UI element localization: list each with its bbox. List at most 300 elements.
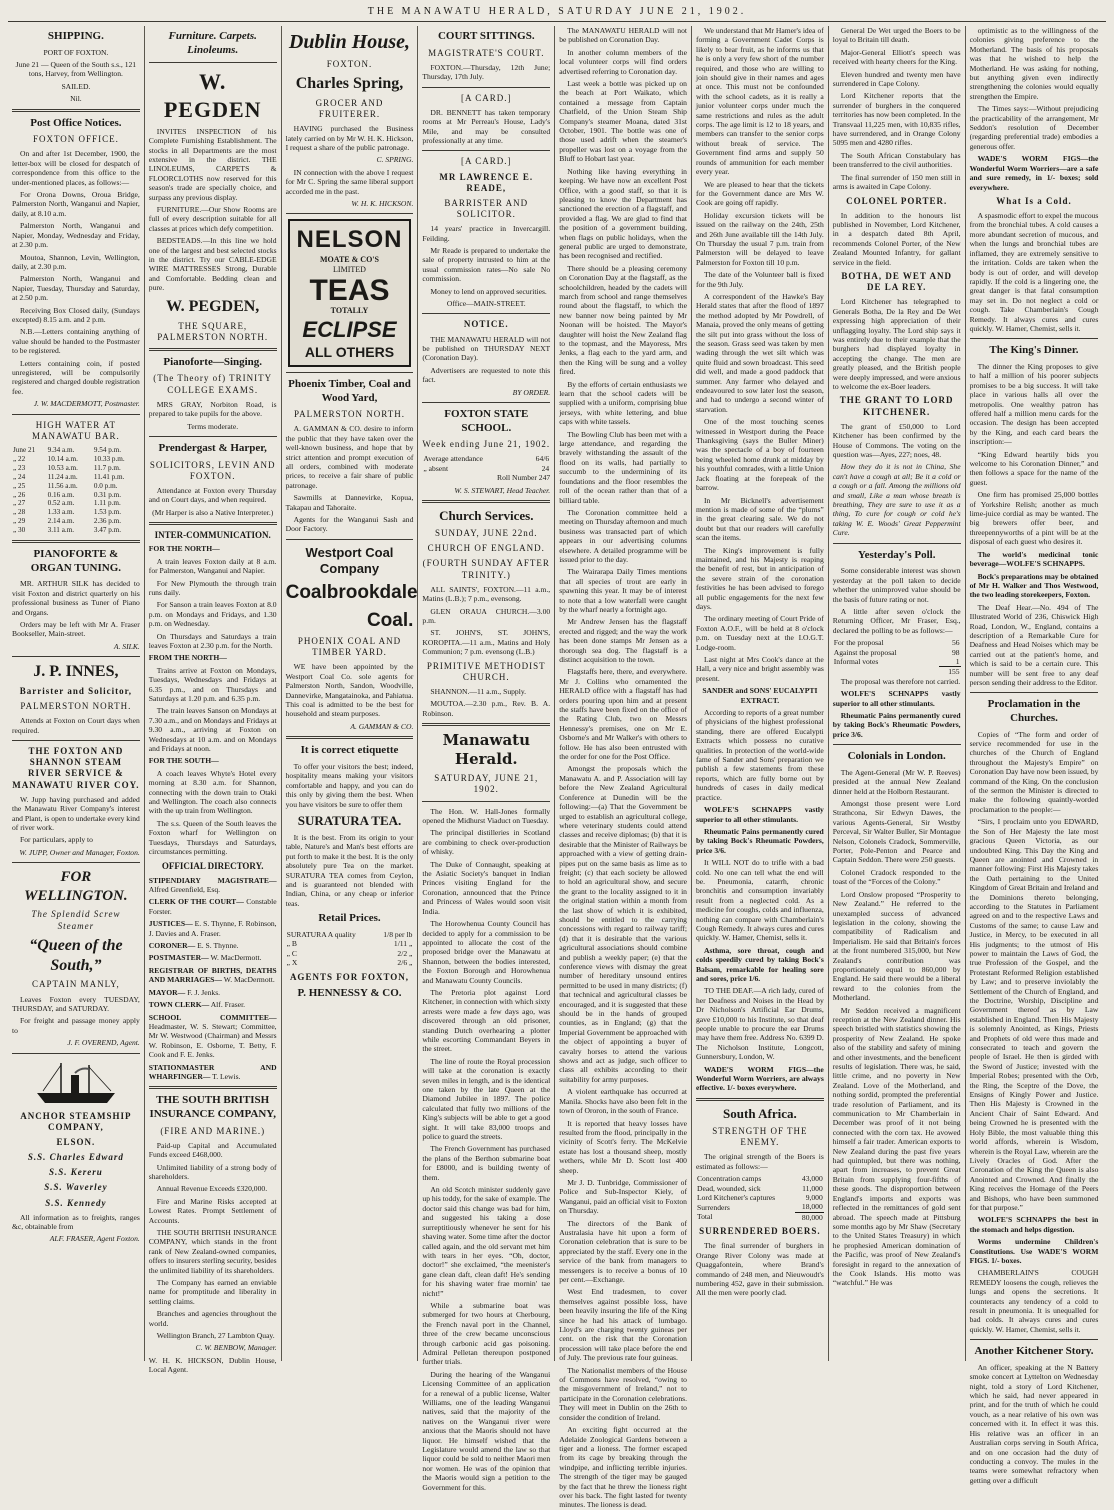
ic-para: For New Plymouth the through train runs daily. bbox=[148, 578, 277, 597]
divider bbox=[970, 692, 1099, 693]
card-body: DR. BENNETT has taken temporary rooms at Mr Perreau's House, Lady's Mile, and may be consulted professionally at any time. bbox=[422, 107, 551, 145]
spring-name: Charles Spring, bbox=[295, 74, 404, 92]
tide-row: „ 25 11.56 a.m. 0.0 p.m. bbox=[13, 481, 118, 490]
innes-body: Attends at Foxton on Court days when required. bbox=[12, 716, 140, 735]
kings-dinner-heading: The King's Dinner. bbox=[989, 344, 1079, 357]
news-para: Amongst those present were Lord Strathcona, Sir Edwyn Dawes, the various Agents-General, Sir Westby Perceval, Sir Walter Buller, Sir Montague Nelson, Colonels Cradock, Sommerville, Porter, Pole-Penton and Pearce and Captain Seddon. There were 250 guests. bbox=[832, 799, 961, 865]
hickson-sign: W. H. K. HICKSON. bbox=[351, 198, 414, 208]
river-body: W. Jupp having purchased and added the Manawatu River Company's interest and Plant, is open to undertake every kind of river work. bbox=[12, 794, 140, 833]
nelson-tea-ad bbox=[288, 219, 412, 367]
column-1 bbox=[8, 26, 145, 1361]
divider bbox=[422, 150, 550, 151]
column-8 bbox=[966, 26, 1103, 1485]
post-office-sign: J. W. MACDERMOTT, Postmaster. bbox=[33, 399, 140, 409]
tea-word: TEAS bbox=[309, 273, 390, 307]
divider bbox=[970, 338, 1099, 339]
methodist-entry: SHANNON.—11 a.m., Supply. bbox=[430, 686, 527, 696]
school-row: Average attendance 64/6 bbox=[423, 454, 550, 464]
divider bbox=[833, 543, 961, 544]
church-sub-2: (FOURTH SUNDAY AFTER TRINITY.) bbox=[422, 558, 550, 580]
tide-row: „ 24 11.24 a.m. 11.41 p.m. bbox=[13, 472, 125, 481]
innes-heading: J. P. INNES, bbox=[33, 663, 119, 681]
coal-heading: Westport Coal Company bbox=[305, 544, 394, 576]
news-para: The Duke of Connaught, speaking at the Asiatic Society's banquet in Indian Princes visiting England for the Coronation, announced that the Prince and Princess of Wales would soon visit India. bbox=[422, 859, 551, 916]
school-row: „ absent 24 bbox=[423, 463, 550, 473]
pegden-body: FURNITURE.—Our Show Rooms are full of every description suitable for all classes at prices which defy competition. bbox=[148, 205, 277, 233]
ad-line: Rheumatic Pains permanently cured by taking Bock's Rheumatic Powders, price 3/6. bbox=[832, 710, 961, 739]
ic-para: Trains arrive at Foxton on Mondays, Tuesdays, Wednesdays and Fridays at 6.35 p.m., and on Thursdays and Saturdays at 1.20 p.m. and 6.35 p.m. bbox=[148, 665, 277, 703]
reade-body: Mr Reade is prepared to undertake the sale of property intrusted to him at the usual commission rates—No sale No commission. bbox=[422, 245, 551, 284]
etiquette-body: To offer your visitors the best; indeed, hospitality means making your visitors comfortable and happy, and you can do this only by giving them the best. When you have visitors be sure to offer them bbox=[285, 761, 414, 809]
post-office-para: Palmerston North, Wanganui and Napier, Monday, Wednesday and Friday, at 2.30 p.m. bbox=[12, 221, 140, 250]
sander-heading: SANDER and SONS' EUCALYPTI EXTRACT. bbox=[702, 686, 818, 705]
divider bbox=[12, 656, 140, 657]
directory-entry: STIPENDIARY MAGISTRATE— Alfred Greenfield, Esq. bbox=[148, 875, 277, 895]
cold-body: A spasmodic effort to expel the mucous from the bronchial tubes. A cold causes a more abundant secretion of mucous, and when the lungs and bronchial tubes are inflamed, they are extremely sensitive to the irritation. Colds are taken when the body is out of order, and will develop rapidly. If the cold is a lingering one, the great danger is that fatal consumption may set in. Do not neglect a cold or cough. Take Chamberlain's Cough Remedy. It always cures and cures quickly. W. Hamer, Chemist, sells it. bbox=[969, 211, 1099, 333]
news-para: One firm has promised 25,000 bottles of Yorkshire Relish; another as much lime-juice cordial as may be wanted. The big brewers offer beer, and threepennyworths of a pint will be at the disposal of each guest who desires it. bbox=[969, 490, 1099, 547]
shipping-list bbox=[12, 48, 140, 104]
news-para: One of the most touching scenes witnessed in Westport during the Peace Thanksgiving (says the Buller Miner) was the spectacle of a boy of fourteen being wheeled home drunk at midday by his youthful comrades, with a little Union Jack floating at the forepeak of the barrow. bbox=[695, 417, 824, 493]
news-para: The dinner the King proposes to give to half a million of his poorer subjects promises to be a big success. It will take place in various halls all over the metropolis. One wealthy patron has offered half a million menu cards for the occasion. The design has been accepted by the King, and each card bears the inscription:— bbox=[969, 361, 1099, 447]
steamship-icon bbox=[31, 1059, 121, 1107]
ic-para: A train leaves Foxton daily at 8 a.m. for Palmerston, Wanganui and Napier. bbox=[148, 556, 277, 576]
news-para: Lord Kitchener reports that the surrender of burghers in the conquered territories has now been completed. In the Transvaal 11,225 men, with 10,835 rifles, have surrendered, and in Orange Colony 5095 men and 4280 rifles. bbox=[832, 91, 961, 148]
news-para: The date of the Volunteer ball is fixed for the 9th July. bbox=[695, 270, 824, 289]
reade-sub: BARRISTER AND SOLICITOR. bbox=[444, 197, 529, 219]
news-para: The Times says:—Without prejudicing the practicability of the arrangement, Mr Seddon's resolution of December (regarding preferential trade) embodies a generous offer. bbox=[969, 104, 1099, 151]
tide-row: „ 23 10.53 a.m. 11.7 p.m. bbox=[13, 463, 121, 472]
ad-line: Worms undermine Children's Constitutions. Use WADE'S WORM FIGS. 1/- boxes. bbox=[969, 1237, 1099, 1265]
divider bbox=[422, 313, 550, 314]
news-para: Copies of “The form and order of service recommended for use in the churches of the Church of England throughout the Majesty's Empire” on Coronation Day have now been issued, by command of the King. On the conclusion of the sermon the Minister is directed to make the following quaintly-worded proclamation to the people:— bbox=[969, 729, 1099, 814]
innes-place: PALMERSTON NORTH. bbox=[20, 701, 132, 712]
ic-label: FROM THE NORTH— bbox=[148, 653, 227, 663]
news-para: The Deaf Hear.—No. 494 of The Illustrated World of 236, Chiswick High Road, London, W., England, contains a description of a Remarkable Cure for Deafness and Head Noises which may be carried out at the patient's home, and which is said to be a certain cure. This number will be sent free to any deaf person sending their address to the Editor. bbox=[969, 602, 1099, 687]
insurance-para: THE SOUTH BRITISH INSURANCE COMPANY, which stands in the front rank of New Zealand-owned companies, offers to insurers sterling security, besides the unlimited liability of its shareholders. bbox=[148, 1228, 277, 1275]
post-office-para: Moutoa, Shannon, Levin, Wellington, daily, at 2.30 p.m. bbox=[12, 252, 140, 271]
shipping-heading: SHIPPING. bbox=[47, 30, 104, 42]
news-para: The MANAWATU HERALD will not be published on Coronation Day. bbox=[559, 26, 687, 45]
news-para: The Wairarapa Daily Times mentions that all species of trout are early in spawning this year. It may be of interest to note that a low waterfall were caught by the wharf nearly a fortnight ago. bbox=[559, 567, 687, 614]
surrendered-body: The final surrender of burghers in Orange River Colony was made at Quaggafontein, where Brand's commando of 248 men, and Nieuwoudt's numbering 452, gave in their submission. All the men were poorly clad. bbox=[695, 1241, 824, 1298]
news-para: The Nationalist members of the House of Commons have resolved, “owing to the misgovernment of Ireland,” not to participate in the Coronation celebrations. They will meet in Dublin on the 26th to consider the condition of Ireland. bbox=[559, 1365, 687, 1422]
ad-line: Bock's preparations may be obtained of Mr H. Walker and Thos Westwood, the two leading storekeepers, Foxton. bbox=[969, 571, 1099, 600]
ic-para: The train leaves Sanson on Mondays at 7.30 a.m., and on Mondays and Fridays at 9.30 a.m., arriving at Foxton on Wednesdays at 10 a.m. and on Mondays and Fridays at noon. bbox=[148, 706, 277, 754]
news-para: Flagstaffs here, there, and everywhere. Mr J. Collins who ornamented the HERALD office with a flagstaff has had orders pouring upon him and at present the staffs have been fixed on the office of the Rating Club, two on Messrs Hennessy's premises, one on Mr E. Osborne's and Mr Walker's with others to follow. He has also been entrusted with the order for one for the Post Office. bbox=[559, 667, 687, 762]
column-2 bbox=[145, 26, 282, 1375]
anchor-heading: ANCHOR STEAMSHIP COMPANY, bbox=[20, 1110, 132, 1132]
divider bbox=[286, 213, 414, 214]
news-para: TO THE DEAF.—A rich lady, cured of her Deafness and Noises in the Head by Dr Nicholson's Artificial Ear Drums, gave £10,000 to his Institute, so that deaf people unable to procure the ear Drums may have them free. Address No. 6399 D. The Nicholson Institute, Longcott, Gunnersbury, London, W. bbox=[695, 986, 824, 1062]
school-week: Week ending June 21, 1902. bbox=[422, 439, 551, 450]
spring-sign: C. SPRING. bbox=[376, 155, 414, 165]
ad-line: The world's medicinal tonic beverage—WOLFE'S SCHNAPPS. bbox=[969, 549, 1099, 569]
directory-entry: POSTMASTER— W. MacDermott. bbox=[148, 953, 262, 963]
insurance-sub: (FIRE AND MARINE.) bbox=[160, 1125, 266, 1136]
furniture-heading: Furniture. Carpets. Linoleums. bbox=[168, 30, 257, 56]
insurance-para: Unlimited liability of a strong body of shareholders. bbox=[148, 1162, 277, 1181]
news-para: Last week a bottle was picked up on the beach at Port Waikato, which contained a message from Captain Chatfield, of the Union Steam Ship Company's steamer Moana, dated 31st October, 1901. The bottle was one of those used adrift when the steamer's propeller was lost on a voyage from the Bluff to Hobart last year. bbox=[559, 79, 687, 164]
divider bbox=[286, 539, 414, 540]
masthead: THE MANAWATU HERALD, SATURDAY JUNE 21, 1902. bbox=[8, 6, 1106, 22]
editorial-title: Manawatu Herald. bbox=[442, 731, 530, 768]
ic-para: For Sanson a train leaves Foxton at 8.0 p.m. on Mondays and Fridays, and 1.30 p.m. on Wednesday. bbox=[148, 600, 277, 629]
retail-row: „ X 2/6 „ bbox=[286, 958, 413, 968]
intercommunication-heading: INTER-COMMUNICATION. bbox=[154, 530, 271, 541]
news-para: Eleven hundred and twenty men have surrendered in Cape Colony. bbox=[832, 69, 961, 89]
news-para: We understand that Mr Hamer's idea of forming a Government Cadet Corps is likely to bear fruit, as he informs us that he is only a very few short of the number required, and those who are willing to join should give in their names and ages at once. This must not be confounded with the school cadets, as it is really a junior volunteer corps under much the same restrictions and rules as the adult corps. The age limit is 12 to 18 years, and members can transfer to the senior corps without break of service. The Government find arms and supply 50 rounds of ammunition for each member every year. bbox=[695, 26, 824, 177]
dublin-house-heading: Dublin House, bbox=[288, 31, 411, 53]
tea-limited: LIMITED bbox=[333, 265, 366, 274]
school-table bbox=[422, 454, 550, 473]
timber-body: Agents for the Wanganui Sash and Door Factory. bbox=[285, 515, 414, 534]
news-para: Holiday excursion tickets will be issued on the railway on the 24th, 25th and 26th June available till the 14th July. On Thursday the usual 7 p.m. train from Palmerston will be delayed to leave Palmerston for Foxton till 10 p.m. bbox=[695, 210, 824, 267]
directory-entry: REGISTRAR OF BIRTHS, DEATHS AND MARRIAGES— W. MacDermott. bbox=[148, 965, 277, 985]
post-office-heading: Post Office Notices. bbox=[30, 116, 122, 129]
insurance-heading: THE SOUTH BRITISH INSURANCE COMPANY, bbox=[149, 1094, 276, 1120]
coal-word: Coal. bbox=[366, 609, 414, 631]
poll-row: Against the proposal 98 bbox=[833, 647, 960, 657]
grant-heading: THE GRANT TO LORD KITCHENER. bbox=[839, 395, 954, 417]
surrendered-heading: SURRENDERED BOERS. bbox=[699, 1226, 821, 1237]
boer-strength-row: Surrenders 18,000 bbox=[696, 1202, 823, 1212]
news-para: In another column members of the local volunteer corps will find orders advertised referring to Coronation day. bbox=[559, 47, 687, 76]
court-sub: MAGISTRATE'S COURT. bbox=[428, 47, 545, 58]
news-para: There should be a pleasing ceremony on Coronation Day at the flagstaff, as the schoolchildren, headed by the cadets will march from school and range themselves round about the flagstaff, to which the new banner now being painted by Mr Noonan will be hoisted. The Mayor's daughter will hoist the New Zealand flag to the topmast, and the Mayoress, Mrs Jenks, a flag each to the yard arm, and then the King will be sung and a volley fired. bbox=[559, 263, 687, 377]
news-para: It WILL NOT do to trifle with a bad cold. No one can tell what the end will be. Pneumonia, catarrh, chronic bronchitis and consumption invariably result from a neglected cold. As a medicine for coughs, colds and influenza, nothing can compare with Chamberlain's Cough Remedy. It always cures and cures quickly. W. Hamer, Chemist, sells it. bbox=[695, 858, 824, 943]
boer-strength-total: Total 80,000 bbox=[696, 1212, 823, 1222]
divider bbox=[422, 723, 550, 726]
news-para: We are pleased to hear that the tickets for the Government dance are Mrs W. Cook are going off rapidly. bbox=[695, 179, 824, 208]
retail-row: SURATURA A quality 1/8 per lb bbox=[286, 929, 413, 939]
reade-office: Office—MAIN-STREET. bbox=[446, 299, 526, 308]
anchor-body: All information as to freights, ranges &c, obtainable from bbox=[12, 1212, 140, 1232]
retail-row: „ B 1/11 „ bbox=[286, 939, 413, 949]
tide-row: „ 22 10.14 a.m. 10.33 p.m. bbox=[13, 454, 125, 463]
insurance-agent: W. H. K. HICKSON, Dublin House, Local Agent. bbox=[148, 1355, 277, 1375]
ad-line: Asthma, sore throat, cough and colds speedily cured by taking Bock's Balsam, remarkable for healing sore and sores, price 1/6. bbox=[695, 945, 824, 983]
divider bbox=[12, 1053, 140, 1054]
ad-line: WADE'S WORM FIGS—the Wonderful Worm Worriers—are a safe and sure remedy, in 1/- boxes; sold everywhere. bbox=[969, 154, 1099, 192]
news-para: An old Scotch minister suddenly gave up his toddy, for the sake of example. The doctor said this change was bad for him, and suggested his taking a dose surreptitiously whenever he sent for his shaving water. Some time after the doctor called again, and the old servant met him with tears in her eyes. “Oh, doctor, doctor!” she exclaimed, “the meenister's gane clean daft, clean daft! He's sending for his shaving water frae mornin' tae nicht!” bbox=[422, 1185, 551, 1298]
column-6 bbox=[692, 26, 829, 1361]
methodist-entry: MOUTOA.—2.30 p.m., Rev. B. A. Robinson. bbox=[422, 699, 551, 718]
ad-line: WOLFE'S SCHNAPPS vastly superior to all other stimulants. bbox=[832, 689, 961, 708]
news-para: The King's improvement is fully maintained, and his Majesty is reaping the benefit of rest, but in anticipation of the severe strain of the coronation festivities he has been advised to forego all public engagements for the next few days. bbox=[695, 545, 824, 611]
notice-body: Advertisers are requested to note this fact. bbox=[422, 365, 551, 385]
church-heading: Church Services. bbox=[439, 508, 534, 524]
methodist-heading: PRIMITIVE METHODIST CHURCH. bbox=[426, 660, 546, 682]
post-office-para: Palmerston North, Wanganui and Napier, Tuesday, Thursday and Saturday, at 2.50 p.m. bbox=[12, 274, 140, 303]
kitchener-story-heading: Another Kitchener Story. bbox=[974, 1345, 1094, 1358]
ic-para: The s.s. Queen of the South leaves the Foxton wharf for Wellington on Tuesdays, Thursdays and Saturdays, circumstances permitting. bbox=[148, 818, 277, 857]
coal-body: WE have been appointed by the Westport Coal Co. sole agents for Palmerston North, Sandon, Woodville, Dannevirke, Mangatainoka, and Pahiatua. This coal is admitted to be the best for household and steam purposes. bbox=[285, 662, 414, 719]
column-4 bbox=[418, 26, 555, 1492]
church-entry: ST. JOHN'S, ST. JOHN'S, KOROPITA.—11 a.m., Matins and Holy Communion; 7 p.m. evensong (L.B.) bbox=[422, 628, 551, 657]
divider bbox=[12, 109, 140, 112]
news-para: Last night at Mrs Cook's dance at the Hall, a very nice and bright assembly was present. bbox=[695, 655, 824, 683]
post-office-para: For Orona Downs, Oroua Bridge, Palmerston North, Wanganui and Napier, daily, at 8.10 a.m. bbox=[12, 190, 140, 218]
news-para: Lord Onslow proposed “Prosperity to New Zealand.” He referred to the unexampled success of advanced legislation in the colony, showing the compatibility of Radicalism and Imperialism. He said that Britain's forces at the front numbered 315,000, but New Zealand's contribution was proportionately equal to 860,000 by England. He said there would be a liberal reward to the colonies from the Motherland. bbox=[832, 889, 961, 1003]
news-para: The Horowhenua County Council has decided to apply for a commission to be appointed to allocate the cost of the proposed bridge over the Manawatu at Shannon, between the bodies interested, the Foxton Borough and Horowhenua and Manawatu County Councils. bbox=[422, 919, 551, 985]
tide-row: June 21 9.34 a.m. 9.54 p.m. bbox=[13, 445, 122, 454]
news-para: Amongst the proposals which the Manawatu A. and P. Association will lay before the New Zealand Agricultural Conference at Dunedin will be the following:—(a) That the Government be urged to establish an agricultural college, where veterinary students could attend classes and receive diplomas; (b) that it is desirable that the Minister of Railways be approached with a view of getting drain-pipes put on the same basis as lime as to freight; (c) that each society be allowed to hold an agricultural show, and secure the grant to the locality assigned to it in the original station within a month from the last show of which it is exhibited, should be entitled to the carrying concessions with regard to railway tariff; (d) that it is desirable that the various agricultural associations should combine and publish a weekly paper; (e) that the conference views with dismay the great number of hereditary unsound entires permitted to be used in many districts; (f) that technical and agricultural classes be encouraged, and it is suggested that these should be in the hands of grouped counties, as in England; (g) that the Imperial Government be approached with the object of appointing a buyer of cavalry horses to attend the various shows and act as judge, such officer to class all exhibits according to their suitability for army purposes. bbox=[559, 764, 687, 1084]
ic-para: On Thursdays and Saturdays a train leaves Foxton at 2.30 p.m. for the North. bbox=[148, 631, 277, 650]
divider bbox=[286, 372, 414, 373]
anchor-ship: S.S. Waverley bbox=[44, 1182, 108, 1193]
river-body: For particulars, apply to bbox=[20, 835, 93, 845]
poll-body: The proposal was therefore not carried. bbox=[840, 676, 961, 686]
reade-name: MR LAWRENCE E. READE, bbox=[439, 171, 534, 193]
court-body: FOXTON.—Thursday, 12th June; Thursday, 17th July. bbox=[422, 62, 551, 82]
river-sign: W. JUPP, Owner and Manager, Foxton. bbox=[19, 847, 140, 857]
pianoforte-sub: (The Theory of) TRINITY COLLEGE EXAMS. bbox=[153, 373, 273, 395]
poll-table bbox=[833, 638, 961, 677]
ad-line: WOLFE'S SCHNAPPS the best in the stomach and helps digestion. bbox=[969, 1215, 1099, 1234]
ad-line: WADE'S WORM FIGS—the Wonderful Worm Worriers, are always effective. 1/- boxes everywhere. bbox=[695, 1064, 824, 1093]
church-entry: ALL SAINTS', FOXTON.—11 a.m., Matins (L.B.); 7 p.m., evensong. bbox=[422, 584, 551, 604]
divider bbox=[149, 348, 277, 351]
news-para: In Mr Bicknell's advertisement mention is made of some of the “plums” in the great clearing sale. We do not doubt but that our readers will carefully scan the items. bbox=[695, 495, 824, 543]
notice-sign: BY ORDER. bbox=[512, 387, 551, 397]
coal-sub: PHOENIX COAL AND TIMBER YARD. bbox=[297, 636, 402, 658]
reade-body: 14 years' practice in Invercargill. Feilding. bbox=[422, 224, 551, 243]
pegden-body: BEDSTEADS.—In this line we hold one of the largest and best selected stocks in the district. Try our CABLE-EDGE WIRE MATTRESSES Strong, Durable and Comfortable. Bedding clean and pure. bbox=[148, 236, 277, 293]
steamer-sign: J. F. OVEREND, Agent. bbox=[67, 1038, 140, 1048]
ic-para: A coach leaves Whyte's Hotel every morning at 8.30 a.m. for Shannon, connecting with the down train to Otaki and Wellington. The coach also connects with the up train from Wellington. bbox=[148, 768, 277, 816]
insurance-para: Branches and agencies throughout the world. bbox=[148, 1309, 277, 1328]
cold-heading: What Is a Cold. bbox=[996, 195, 1072, 206]
news-para: Mr J. D. Tunbridge, Commissioner of Police and Sub-Inspector Kiely, of Wanganui, paid an official visit to Foxton on Thursday. bbox=[559, 1177, 687, 1216]
divider bbox=[696, 1098, 824, 1101]
news-para: Mr Seddon received a magnificent reception at the New Zealand dinner. His speech bristled with statistics showing the prosperity of New Zealand. He spoke also of the stability and safety of mining and other investments, and the beneficent results of legislation. There was, he said, little crime, and no poverty in New Zealand. Love of the Motherland, and nothing sordid, prompted the preferential trade resolution of Parliament, and its communication to Mr Chamberlain in December was proof of it not being connected with the corn tax. He avowed himself a fair trader. American exports to New Zealand during the past five years had quintupled, but there was nothing, apart from increases, to prevent Great Britain from supplying four-fifths of these goods. The disproportion between England's imports and exports was reflected in the remittances of gold sent abroad. The speech made at Pittsburg some months ago by Mr Shaw (Secretary to the United States Treasury) in which he prophesied American domination of the Pacific, was proof of New Zealand's foresight in regard to the annexation of the Cook Islands. His motto was “watchful.” He was bbox=[832, 1005, 961, 1288]
ad-line: WOLFE'S SCHNAPPS vastly superior to all other stimulants. bbox=[695, 805, 824, 824]
insurance-para: The Company has earned an enviable name for promptitude and liberality in settling claims. bbox=[148, 1278, 277, 1306]
botha-heading: BOTHA, DE WET AND DE LA REY. bbox=[841, 271, 953, 293]
insurance-para: Fire and Marine Risks accepted at Lowest Rates. Prompt Settlement of Accounts. bbox=[148, 1196, 277, 1225]
pianoforte-body: MRS GRAY, Norbiton Road, is prepared to take pupils for the above. bbox=[148, 399, 277, 419]
anchor-ship: S.S. Charles Edward bbox=[27, 1152, 124, 1163]
tea-eclipse: ECLIPSE bbox=[302, 317, 397, 343]
porter-body: In addition to the honours list published in November, Lord Kitchener, in a despatch dated 8th April, recommends Colonel Porter, of the New Zealand Mounted Infantry, for gallant service in the field. bbox=[832, 210, 961, 267]
news-para: During the hearing of the Wanganui Licensing Committee of an application for a renewal of a public license, Walter Williams, one of the leading Wanganui natives, said that the majority of the natives on the Wanganui river were anxious that the Maoris should not have liquor. He himself wished that the Legislature would amend the law so that liquor could be sold to neither Maori men nor women. He was of the opinion that the Maoris would sign a petition to the Government for this. bbox=[422, 1369, 551, 1492]
tide-heading: HIGH WATER AT MANAWATU BAR. bbox=[32, 419, 120, 441]
river-heading: THE FOXTON AND SHANNON STEAM RIVER SERVICE & MANAWATU RIVER COY. bbox=[12, 746, 140, 790]
news-para: The line of route the Royal procession will take at the coronation is exactly seven miles in length, and is the identical one taken by the late Queen at the Diamond Jubilee in 1897. The police calculated that fully two millions of the King's subjects will be able to get a good sight. It will take 83,000 troops and police to guard the streets. bbox=[422, 1056, 551, 1142]
boer-strength-row: Dead, wounded, sick 11,000 bbox=[696, 1183, 823, 1193]
shipping-line: Nil. bbox=[70, 94, 82, 104]
column-5 bbox=[555, 26, 692, 1510]
coal-sign: A. GAMMAN & CO. bbox=[350, 721, 414, 731]
insurance-sign: C. W. BENBOW, Manager. bbox=[195, 1343, 277, 1353]
piano-body: Orders may be left with Mr A. Fraser Bookseller, Main-street. bbox=[12, 620, 140, 639]
grant-body: The grant of £50,000 to Lord Kitchener has been confirmed by the House of Commons. The voting on the question was—Ayes, 227; noes, 48. bbox=[832, 421, 961, 459]
news-para: The Pretoria plot against Lord Kitchener, in connection with which sixty arrests were made a few days ago, was discovered through an old prisoner, standing Dutch overhearing a plotter while escorting Commandant Beyers in the street. bbox=[422, 987, 551, 1054]
news-para: “King Edward heartily bids you welcome to his Coronation Dinner,” and then follows a space for the name of the guest. bbox=[969, 449, 1099, 487]
prendergast-note: (Mr Harper is also a Native Interpreter.) bbox=[152, 507, 274, 517]
editorial-date: SATURDAY, JUNE 21, 1902. bbox=[434, 773, 539, 795]
post-office-para: Receiving Box Closed daily, (Sundays excepted) 8.15 a.m. and 2 p.m. bbox=[12, 305, 140, 324]
divider bbox=[149, 436, 277, 437]
news-para: Mr Andrew Jensen has the flagstaff erected and rigged; and the way the work has been done stamps Mr Jensen as a thorough sea dog. The flagstaff is a distinct acquisition to the town. bbox=[559, 617, 687, 664]
anchor-ship: S.S. Kereru bbox=[49, 1167, 103, 1178]
pegden-address: THE SQUARE, PALMERSTON NORTH. bbox=[157, 320, 269, 342]
court-heading: COURT SITTINGS. bbox=[437, 30, 535, 42]
piano-heading: PIANOFORTE & ORGAN TUNING. bbox=[30, 548, 122, 574]
poll-total: 155 bbox=[833, 667, 961, 677]
botha-body: Lord Kitchener has telegraphed to Generals Botha, De la Rey and De Wet expressing high appreciation of their unflagging loyalty. The Lord ship says it was entirely due to their example that the burghers had displayed loyalty in accepting the change. The men are greatly pleased, and the British people were deeply impressed, and were anxious to welcome the ex-Boer leaders. bbox=[832, 297, 961, 392]
news-para: The ordinary meeting of Court Pride of Foxton A.O.F., will be held at 8 o'clock p.m. on Tuesday next at the I.O.G.T. Lodge-room. bbox=[695, 614, 824, 652]
divider bbox=[970, 1339, 1099, 1340]
news-para: Nothing like having everything in keeping. We have now an excellent Post Office, with a good staff, so that it is pleasing to know the Department has sanctioned the erection of a flagstaff, and provided a flag. We are glad to find that the position of a government building, when flags on public holidays, when the general public are urged to demonstrate, has been recognised and rectified. bbox=[559, 166, 687, 261]
post-office-para: N.B.—Letters containing anything of value should be handed to the Postmaster to be registered. bbox=[12, 327, 140, 356]
post-office-sub: FOXTON OFFICE. bbox=[32, 134, 119, 145]
divider bbox=[12, 414, 140, 415]
card-label: [A CARD.] bbox=[461, 156, 512, 167]
divider bbox=[12, 740, 140, 741]
retail-table bbox=[286, 930, 414, 968]
divider bbox=[149, 522, 277, 525]
news-para: According to reports of a great number of physicians of the highest professional standing, there are offered Eucalypti Extracts which possess no curative qualities. In protection of the world-wide fame of Sander and Sons' preparation we publish a few statements from these reports, which are fully borne out by hundreds of cases in daily medical practice. bbox=[695, 708, 824, 802]
divider bbox=[422, 87, 550, 88]
column-3 bbox=[282, 26, 419, 1361]
news-para: An officer, speaking at the N Battery smoke concert at Lyttelton on Wednesday night, told a story of Lord Kitchener, which he said, had never appeared in print, and for the truth of which he could vouch, as a near relative of his own was concerned with it. In effect it was this. His relative was an officer in an Australian corps serving in South Africa, and on one occasion had the duty of conducting a convoy. The mules in the teams were somewhat refractory when getting over a difficult bbox=[969, 1362, 1099, 1485]
shipping-line: June 21 — Queen of the South s.s., 121 tons, Harvey, from Wellington. bbox=[15, 60, 137, 79]
insurance-office: Wellington Branch, 27 Lambton Quay. bbox=[156, 1331, 275, 1341]
pegden-name: W. PEGDEN bbox=[163, 69, 262, 122]
poll-row: Informal votes 1 bbox=[833, 656, 960, 667]
news-para: The Hon. W. Hall-Jones formally opened the Midhurst Viaduct on Tuesday. bbox=[422, 806, 551, 826]
school-roll: Roll Number 247 bbox=[497, 473, 551, 483]
retail-heading: Retail Prices. bbox=[318, 912, 381, 925]
divider bbox=[422, 500, 550, 503]
tea-brand: NELSON bbox=[296, 226, 403, 254]
news-para: The French Government has purchased the plans of the Berthon submarine boat for £8000, and is building twenty of them. bbox=[422, 1144, 551, 1182]
divider bbox=[12, 862, 140, 863]
ic-label: FOR THE NORTH— bbox=[148, 544, 220, 554]
tide-row: „ 28 1.33 a.m. 1.53 p.m. bbox=[13, 508, 122, 517]
timber-body: A. GAMMAN & CO. desire to inform the public that they have taken over the well-known business, and hope that by strict attention and prompt execution of all orders, combined with moderate prices, to receive a fair share of public patronage. bbox=[285, 424, 414, 490]
divider bbox=[12, 540, 140, 543]
notice-body: THE MANAWATU HERALD will not be published on THURSDAY NEXT (Coronation Day). bbox=[422, 334, 551, 363]
suratura-body: It is the best. From its origin to your table, Nature's and Man's best efforts are put forth to make it the best. It is the only absolutely pure Tea on the market. SURATURA TEA comes from Ceylon, and is guaranteed not blended with Indian, China, or any cheap or inferior teas. bbox=[285, 833, 414, 908]
divider bbox=[286, 736, 414, 739]
news-para: West End tradesmen, to cover themselves against possible loss, have been heavily insuring the life of the King since he had his attack of lumbago. Lloyd's are charging twenty guineas per cent. on the risk that the Coronation procession will take place before the end of July. The previous rate four guineas. bbox=[559, 1287, 687, 1363]
retail-agents: AGENTS FOR FOXTON, bbox=[289, 971, 410, 982]
hickson-body: IN connection with the above I request for Mr C. Spring the same liberal support accorded me in the past. bbox=[285, 167, 414, 196]
news-para: A violent earthquake has occurred at Manila. Shocks have also been felt in the town of Ororon, in the south of France. bbox=[559, 1087, 687, 1116]
church-sub: CHURCH OF ENGLAND. bbox=[427, 543, 545, 554]
tide-row: „ 30 3.11 a.m. 3.47 p.m. bbox=[13, 526, 122, 535]
piano-body: MR. ARTHUR SILK has decided to visit Foxton and district quarterly on his professional business as Tuner of Piano and Organs. bbox=[12, 579, 140, 617]
news-para: Major-General Elliott's speech was received with hearty cheers for the King. bbox=[832, 47, 961, 67]
ic-label: FOR THE SOUTH— bbox=[148, 756, 219, 766]
tide-row: „ 27 0.52 a.m. 1.11 p.m. bbox=[13, 499, 121, 508]
directory-entry: SCHOOL COMMITTEE— Headmaster, W. S. Stewart; Committee, Mr W. Westwood (Chairman) and Messrs W. Robinson, E. Osborne, T. Betty, F. Cook and F. E. Jenks. bbox=[148, 1012, 277, 1060]
shipping-line: SAILED. bbox=[61, 81, 91, 91]
news-para: The final surrender of 150 men still in arms is awaited in Cape Colony. bbox=[832, 172, 961, 192]
ad-line: Rheumatic Pains permanently cured by taking Bock's Rheumatic Powders, price 3/6. bbox=[695, 826, 824, 855]
directory-entry: CLERK OF THE COURT— Constable Forster. bbox=[148, 897, 277, 916]
directory-entry: JUSTICES— E. S. Thynne, F. Robinson, J. Davies and A. Fraser. bbox=[148, 919, 277, 938]
news-para: It is reported that heavy losses have resulted from the flood, principally in the vicinity of Scott's ferry. The McKelvie estate has lost a thousand sheep, mostly wethers, while Mr D. Scott lost 400 sheep. bbox=[559, 1118, 687, 1175]
card-label: [A CARD.] bbox=[461, 92, 512, 103]
news-para: A correspondent of the Hawke's Bay Herald states that after the flood of 1897 the method adopted by Mr Powdrell, of Manaia, proved the only means of getting the silt put into grass without the loss of the season. Grass seed was taken by men wading through the wet silt which was quite fluid and sown broadcast. This seed did well, and made a good paddock that summer. Any farmer who delayed and endeavoured to sow later lost the season, and had to undergo a second winter of starvation. bbox=[695, 291, 824, 414]
timber-heading: Phoenix Timber, Coal and Wood Yard, bbox=[288, 377, 411, 404]
steamer-name: “Queen of the South,” bbox=[29, 936, 123, 974]
post-office-para: Letters containing coin, if posted unregistered, will be compulsorily registered and charged double registration fee. bbox=[12, 358, 140, 396]
official-directory-heading: OFFICIAL DIRECTORY. bbox=[161, 861, 264, 872]
tea-maker: MOATE & CO'S bbox=[320, 255, 379, 265]
etiquette-heading: It is correct etiquette bbox=[300, 744, 399, 757]
piano-sign: A. SILK. bbox=[113, 641, 140, 651]
column-7 bbox=[829, 26, 966, 1361]
church-date: SUNDAY, JUNE 22nd. bbox=[435, 528, 538, 539]
tide-table bbox=[12, 446, 140, 535]
news-para: optimistic as to the willingness of the colonies giving preference to the Motherland. The basis of his proposals was that he wished to help the Motherland. He was asking for nothing, but anything given even indirectly strengthening the colonies would equally strengthen the Empire. bbox=[969, 26, 1099, 101]
dublin-place: FOXTON. bbox=[326, 58, 373, 69]
verse: How they do it is not in China, She can't have a cough at all; Be it a cold or a cough or a fall. Among the millions old and small, Like a man whose breath is breathing, They are sure to use it as a thing, To cure for cough or cold he's taking W. E. Woods' Great Peppermint Cure. bbox=[832, 462, 961, 538]
anchor-place: ELSON. bbox=[56, 1136, 96, 1147]
poll-body: A little after seven o'clock the Returning Officer, Mr Fraser, Esq., declared the polling to be as follows:— bbox=[832, 606, 961, 635]
wellington-heading: FOR WELLINGTON. bbox=[24, 869, 128, 904]
boer-strength-table bbox=[696, 1174, 824, 1222]
anchor-sign: ALF. FRASER, Agent Foxton. bbox=[49, 1234, 140, 1244]
news-para: CHAMBERLAIN'S COUGH REMEDY loosens the cough, relieves the lungs and opens the secretions. It counteracts any tendency of a cold to result in pneumonia. It is unequalled for bad colds. It always cures and cures quickly. W. Hamer, Chemist, sells it. bbox=[969, 1268, 1099, 1334]
post-office-para: On and after 1st December, 1900, the letter-box will be closed for despatch of correspondence from this office to the under-mentioned places, as follows:— bbox=[12, 149, 140, 187]
porter-heading: COLONEL PORTER. bbox=[846, 195, 948, 206]
columns bbox=[8, 26, 1106, 1510]
divider bbox=[422, 402, 550, 403]
coal-name: Coalbrookdale bbox=[285, 582, 418, 604]
pegden-name-2: W. PEGDEN, bbox=[166, 297, 260, 315]
divider bbox=[833, 744, 961, 745]
poll-body: Some considerable interest was shown yesterday at the poll taken to decide whether the unimproved value should be the basis of future rating or not. bbox=[832, 566, 961, 604]
steamer-body: Leaves Foxton every TUESDAY, THURSDAY, and SATURDAY. bbox=[12, 994, 140, 1013]
pianoforte-terms: Terms moderate. bbox=[187, 421, 239, 431]
innes-sub: Barrister and Solicitor, bbox=[19, 686, 133, 697]
tea-totally: TOTALLY bbox=[330, 306, 369, 316]
south-africa-sub: STRENGTH OF THE ENEMY. bbox=[712, 1125, 808, 1148]
news-para: General De Wet urged the Boers to be loyal to Britain till death. bbox=[832, 26, 961, 45]
shipping-line: PORT OF FOXTON. bbox=[43, 47, 109, 57]
timber-body: Sawmills at Dannevirke, Kopua, Takapau and Tahoraite. bbox=[285, 493, 414, 512]
spring-sub: GROCER AND FRUITERER. bbox=[315, 97, 384, 119]
news-para: While a submarine boat was submerged for two hours at Cherbourg, the French naval port in the Channel, three of the crew became unconscious through carbonic acid gas poisoning. Admiral Pelletan thereupon postponed further trials. bbox=[422, 1300, 551, 1367]
news-para: The Coronation committee held a meeting on Thursday afternoon and much business was transacted part of which appears in our advertising columns elsewhere. A detailed programme will be issued prior to the day. bbox=[559, 507, 687, 564]
divider bbox=[422, 801, 550, 802]
colonials-heading: Colonials in London. bbox=[847, 750, 946, 763]
directory-entry: STATIONMASTER AND WHARFINGER— T. Lewis. bbox=[148, 1062, 277, 1081]
poll-heading: Yesterday's Poll. bbox=[857, 548, 936, 561]
proclamation-heading: Proclamation in the Churches. bbox=[987, 698, 1081, 724]
steamer-intro: The Splendid Screw Steamer bbox=[31, 909, 121, 931]
insurance-para: Annual Revenue Exceeds £320,000. bbox=[156, 1184, 268, 1194]
divider bbox=[149, 1086, 277, 1089]
news-para: “Sirs, I proclaim unto you EDWARD, the Son of Her Majesty the late most gracious Queen Victoria, as our undoubted King. This Day the King and Queen are anointed and Crowned in manner following: First His Majesty takes the Oath pertaining to the United Kingdom of Great Britain and Ireland and the Dominions thereto belonging, according to the Statutes in Parliament agreed on and to the respective Laws and Customs of the same; to cause Law and Justice, in Mercy, to be executed in all His judgments; to the utmost of His power to maintain the Laws of God, the true Profession of the Gospel, and the Protestant Reformed Religion established by Law; and to preserve inviolably the Settlement of the Church of England, and the Doctrine, Worship, Discipline and Government thereof as by Law established in England. Then His Majesty is solemnly Anointed, as Kings, Priests and Prophets of old were thus made and consecrated to teach and govern the people of Israel. He then is girded with the Sword of Justice; invested with the Imperial Robes; presented with the Orb, the Ring, the Sceptre of the Dove, the Ensigns of Kingly Power and Justice. Then His Majesty is Crowned in the Ancient Chair of Saint Edward. And being Crowned he is presented with the Holy Bible, the most valuable thing this world affords, wherein is Wisdom, wherein is the Royal Law, wherein are the Lively Oracles of God. After the Coronation of the King the Queen is also Anointed and Crowned. And finally the King receives the Homage of the Peers and Bishops, who have been summoned for that purpose.” bbox=[969, 817, 1099, 1212]
pegden-body: INVITES INSPECTION of his Complete Furnishing Establishment. The stocks in all Departments are the most extensive in the district. THE LINOLEUMS, CARPETS & FLOORCLOTHS now reserved for this season's trade are specially choice, and surpass any previous display. bbox=[148, 126, 277, 202]
steamer-captain: CAPTAIN MANLY, bbox=[32, 979, 120, 990]
pianoforte-heading: Pianoforte—Singing. bbox=[163, 355, 263, 368]
south-africa-heading: South Africa. bbox=[723, 1105, 797, 1121]
directory-entry: MAYOR— F. J. Jenks. bbox=[148, 987, 221, 997]
divider bbox=[149, 62, 277, 63]
tea-all-others: ALL OTHERS bbox=[304, 343, 395, 360]
tide-row: „ 26 0.16 a.m. 0.31 p.m. bbox=[13, 490, 122, 499]
insurance-para: Paid-up Capital and Accumulated Funds exceed £468,000. bbox=[148, 1140, 277, 1160]
retail-agent-name: P. HENNESSY & CO. bbox=[297, 986, 402, 999]
news-para: By the efforts of certain enthusiasts we learn that the school cadets will be supplied with a uniform, comprising blue jerseys, with white lettering, and blue caps with white tassels. bbox=[559, 379, 687, 427]
